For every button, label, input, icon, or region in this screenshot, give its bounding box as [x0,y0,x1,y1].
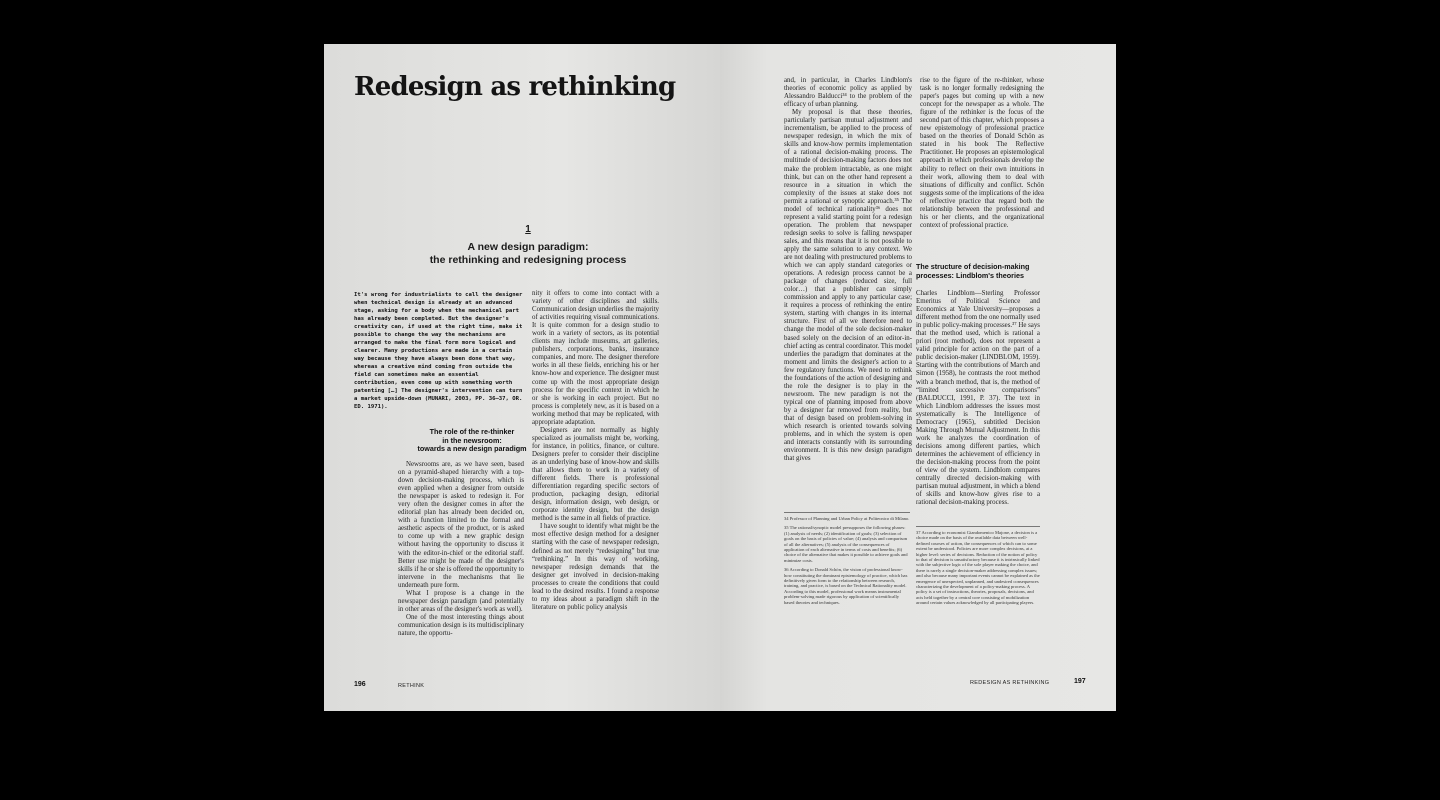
subhead-line: in the newsroom: [442,435,502,445]
book-spread [324,44,1116,711]
chapter-title-line: A new design paradigm: [467,241,589,253]
body-column-2 [532,290,659,612]
paragraph: nity it offers to come into contact with a variety of other disciplines and skills. Communication design underlies the majority of activities requiring visual communications. It is quite common for a design studio to work in a variety of sectors, as its potential clients may include museums, art galleries, publishers, corporations, banks, insurance companies, and more. The designer therefore works in all these fields, enriching his or her know-how and experience. The designer must come up with the most appropriate design process for the specific context in which he or she is working in each project. But no process is completely new, as it is based on a working method that may be replicated, with appropriate adaptation. [532,290,659,426]
page-title: Redesign as rethinking [354,72,676,102]
subhead-line: towards a new design paradigm [417,444,527,453]
page-number: 197 [1074,678,1086,685]
body-column-3 [784,77,912,463]
footnote: 35 The rational/synoptic model presupposes the following phases: (1) analysis of needs; (2) identification of goals; (3) selection of goals on the basis of policies of value; (4) analysis and comparison of all the alternatives; (5) analysis of the consequences of application of each alternative in terms of costs and benefits; (6) choice of the alternative that makes it possible to achieve goals and minimize costs. [784,525,908,563]
paragraph: Charles Lindblom—Sterling Professor Emeritus of Political Science and Economics at Yale University—proposes a different method from the one normally used in public policy-making processes.³⁷ He says that the method used, which is rational a priori (root method), does not represent a valid principle for action on the part of a public decision-maker (LINDBLOM, 1959). Starting with the contributions of March and Simon (1958), he contrasts the root method with a branch method, that is, the method of “limited successive comparisons” (BALDUCCI, 1991, P. 37). The text in which Lindblom addresses the issues most systematically is The Intelligence of Democracy (1965), subtitled Decision Making Through Mutual Adjustment. In this work he analyzes the coordination of decisions among different parties, which determines the achievement of efficiency in the decision-making process from the point of view of the system. Lindblom compares centrally directed decision-making with partisan mutual adjustment, in which a blend of skills and know-how gives rise to a rational decision-making process. [916,290,1040,507]
paragraph: One of the most interesting things about communication design is its multidisciplinary nature, the opportu- [398,613,524,637]
page-number: 196 [354,681,366,688]
body-column-1 [398,461,524,638]
chapter-title [324,241,720,267]
paragraph: Newsrooms are, as we have seen, based on a pyramid-shaped hierarchy with a top-down decision-making process, which is even applied when a designer from outside the newspaper is asked to redesign it. For very often the designer comes in after the editorial plan has already been decided on, with a function limited to the formal and aesthetic aspects of the product, or is asked to come up with a new graphic design without having the opportunity to discuss it with the editor-in-chief or the editorial staff. Better use might be made of the designer's skills if he or she is offered the opportunity to intervene in the mechanisms that lie underneath pure form. [398,461,524,589]
chapter-number: 1 [525,224,531,235]
epigraph-quote: It's wrong for industrialists to call the designer when technical design is already at an advanced stage, asking for a body when the mechanical part has already been completed. But the designer's creativity can, if used at the right time, make it possible to change the way the mechanisms are arranged to make the final form more logical and clearer. Many productions are made in a certain way because they have always been done that way, whereas a creative mind coming from outside the field can sometimes make an essential contribution, even come up with something worth patenting […] The designer's intervention can turn a market upside-down (MUNARI, 2003, PP. 36–37, OR. ED. 1971). [354,292,523,410]
section-subhead [398,428,546,454]
running-head: REDESIGN AS RETHINKING [970,680,1050,686]
subhead-line: processes: Lindblom's theories [916,270,1024,280]
subhead-line: The structure of decision-making [916,262,1030,271]
footnotes-left [784,516,910,609]
paragraph: rise to the figure of the re-thinker, whose task is no longer formally redesigning the paper's pages but coming up with a new concept for the newspaper as a whole. The figure of the rethinker is the focus of the second part of this chapter, which proposes a new epistemology of professional practice based on the theories of Donald Schön as stated in his book The Reflective Practitioner. He proposes an epistemological approach in which professionals develop the ability to reflect on their own intuitions in their work, allowing them to deal with situations of difficulty and conflict. Schön suggests some of the implications of the idea of reflective practice that regard both the relationship between the professional and his or her clients, and the organizational context of professional practice. [920,77,1044,229]
chapter-title-line: the rethinking and redesigning process [429,254,627,266]
body-column-4 [920,77,1044,230]
footnote: 36 According to Donald Schön, the vision of professional know-how constituting the dominant epistemology of practice, which has definitively given form to the relationship between research, training, and practice, is based on the Technical Rationality model. According to this model, professional work means instrumental problem-solving made rigorous by application of scientifically based theories and techniques. [784,567,908,605]
footnotes-right [916,530,1040,610]
footnote-rule [784,512,910,513]
left-page [324,44,720,711]
subhead-line: The role of the re-thinker [429,427,515,436]
paragraph: What I propose is a change in the newspaper design paradigm (and potentially in other areas of the designer's work as well). [398,589,524,613]
footnote: 37 According to economist Giandomenico Majone, a decision is a choice made on the basis of the available data between well-defined courses of action, the consequences of which can to some extent be understood. Policies are more complex decisions, at a higher level: series of decisions. Reduction of the notion of policy to that of decision is unsatisfactory because it is intrinsically linked with the subjective logic of the sole player making the choice, and there is rarely a single decision-maker addressing complex issues; and also because many important events cannot be explained as the emergence of unexpected, unplanned, and undesired consequences characterizing the development of a policy-making process. A policy is a set of instructions, theories, proposals, decisions, and acts held together by a central core consisting of mobilization around certain values acknowledged by all participating players. [916,530,1040,606]
paragraph: and, in particular, in Charles Lindblom's theories of economic policy as applied by Alessandro Balducci³⁴ to the problem of the efficacy of urban planning. [784,77,912,109]
right-page [720,44,1116,711]
paragraph: Designers are not normally as highly specialized as journalists might be, working, for instance, in politics, finance, or culture. Designers prefer to consider their discipline as an underlying base of know-how and skills that allows them to work in a variety of different fields. There is professional differentiation regarding specific sectors of production, packaging design, editorial design, information design, web design, or corporate identity design, but the design method is the same in all fields of practice. [532,426,659,523]
section-subhead [916,263,1056,280]
footnote-rule [916,526,1040,527]
paragraph: My proposal is that these theories, particularly partisan mutual adjustment and incrementalism, be applied to the process of newspaper redesign, in which the mix of skills and know-how permits implementation of a rational decision-making process. The multitude of decision-making factors does not make the problem intractable, as one might think, but can on the other hand represent a resource in a situation in which the complexity of the issues at stake does not permit a rational or synoptic approach.³⁵ The model of technical rationality³⁶ does not represent a valid starting point for a redesign operation. The problem that newspaper redesign seeks to solve is falling newspaper sales, and this means that it is not possible to apply the same solution to any context. We are not dealing with prestructured problems to which we can apply standard categories or operations. A redesign process cannot be a package of changes (reduced size, full color…) that a publisher can simply commission and apply to any particular case; it requires a process of rethinking the entire system, starting with changes in its internal structure. First of all we therefore need to change the model of the sole decision-maker based solely on the decision of an editor-in-chief acting as central coordinator. This model underlies the paradigm that dominates at the moment and limits the designer's action to a few regulatory functions. We need to rethink the foundations of the action of designing and the role the designer is to play in the newsroom. The new paradigm is not the typical one of planning imposed from above by a designer far removed from reality, but that of design based on problem-solving in which research is oriented towards solving problems, and in which the system is open and interacts constantly with its surrounding environment. It is this new design paradigm that gives [784,109,912,463]
body-column-5 [916,290,1040,507]
footnote: 34 Professor of Planning and Urban Policy at Politecnico di Milano. [784,516,910,521]
running-head: RETHINK [398,683,425,689]
paragraph: I have sought to identify what might be the most effective design method for a designer starting with the case of newspaper redesign, defined as not merely “redesigning” but true “rethinking.” In this way of working, newspaper redesign demands that the designer get involved in decision-making processes to create the conditions that could lead to the desired results. I found a response to my ideas about a paradigm shift in the literature on public policy analysis [532,523,659,611]
